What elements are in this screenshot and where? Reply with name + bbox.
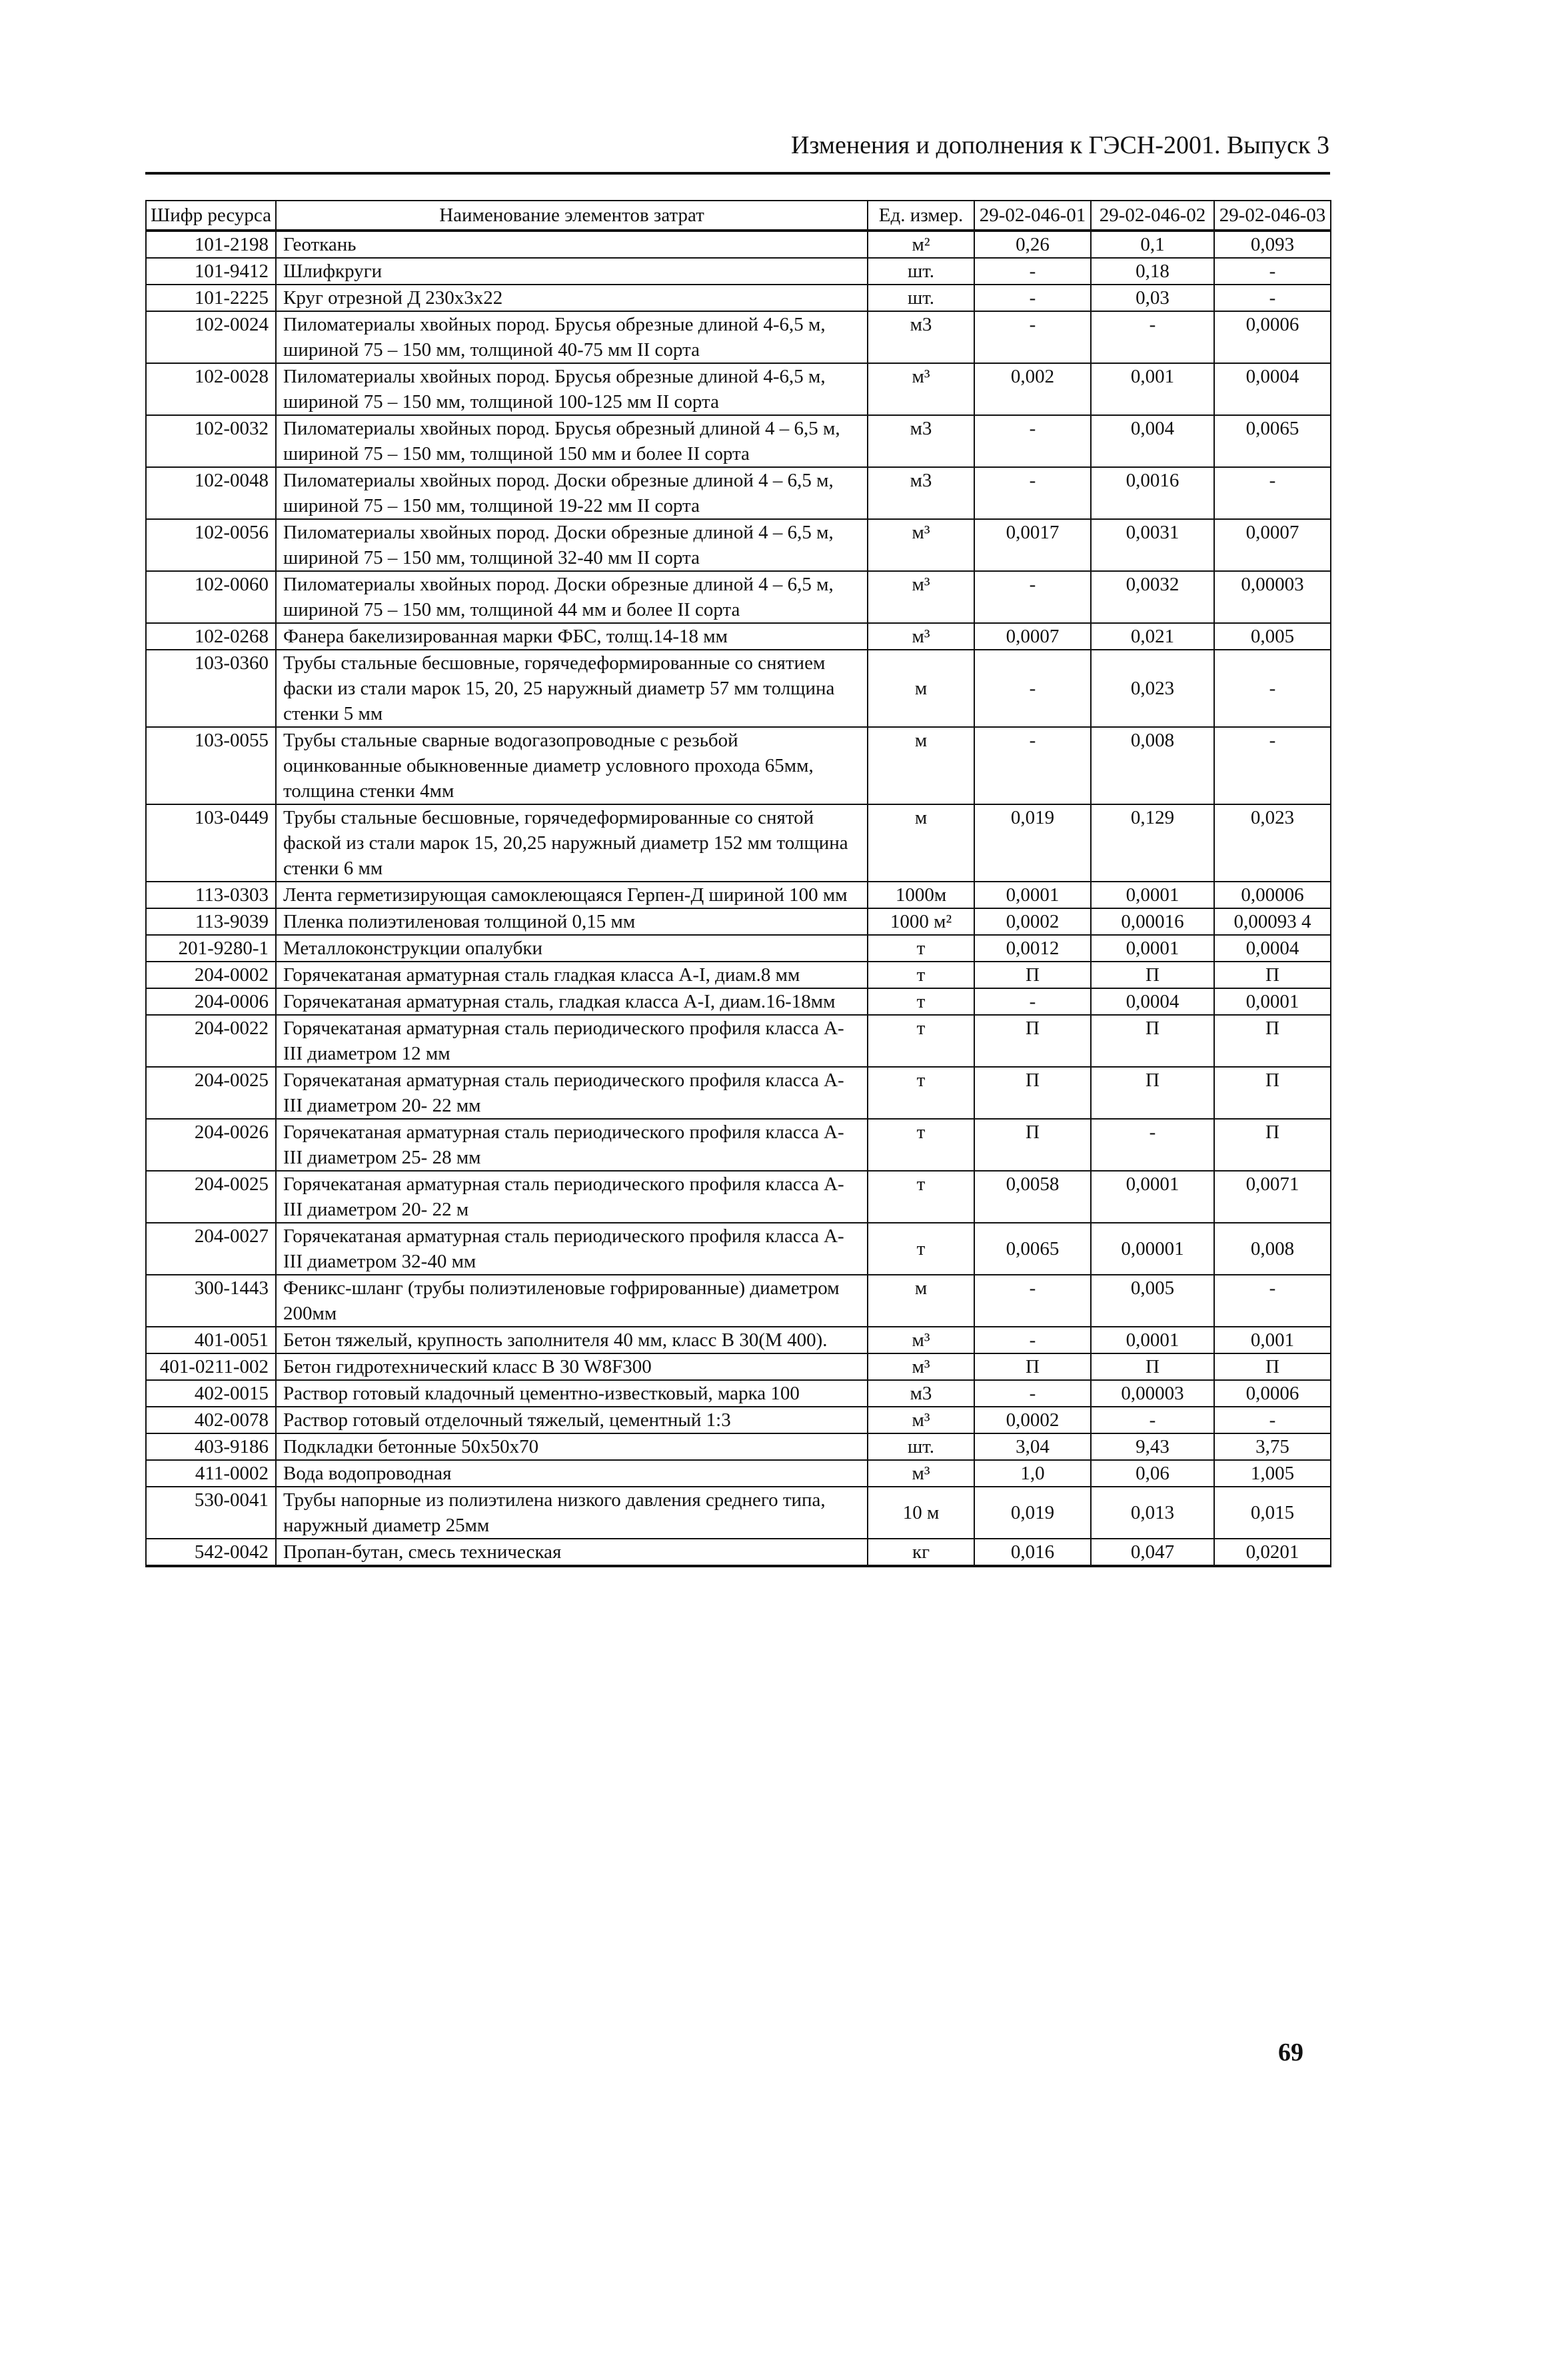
value-cell-col2: 0,18 xyxy=(1091,258,1214,285)
unit-cell: шт. xyxy=(868,258,974,285)
resource-name-cell: Трубы стальные сварные водогазопроводные с резьбой оцинкованные обыкновенные диаметр условного прохода 65мм, толщина стенки 4мм xyxy=(276,727,868,804)
value-cell-col3: 3,75 xyxy=(1214,1433,1331,1460)
value-cell-col3: - xyxy=(1214,285,1331,311)
unit-cell: м³ xyxy=(868,363,974,415)
resource-name-cell: Горячекатаная арматурная сталь периодического профиля класса А-III диаметром 20- 22 м xyxy=(276,1171,868,1223)
unit-cell: м³ xyxy=(868,519,974,571)
resource-code-cell: 102-0060 xyxy=(146,571,276,623)
value-cell-col3: 0,093 xyxy=(1214,231,1331,258)
unit-cell: м3 xyxy=(868,1380,974,1407)
value-cell-col1: - xyxy=(974,1275,1091,1327)
value-cell-col2: 0,0001 xyxy=(1091,1171,1214,1223)
column-header-code: Шифр ресурса xyxy=(146,201,276,231)
resource-name-cell: Трубы напорные из полиэтилена низкого давления среднего типа, наружный диаметр 25мм xyxy=(276,1487,868,1539)
document-header-title: Изменения и дополнения к ГЭСН-2001. Выпуск 3 xyxy=(790,131,1329,159)
value-cell-col2: 0,1 xyxy=(1091,231,1214,258)
resource-name-cell: Трубы стальные бесшовные, горячедеформированные со снятой фаской из стали марок 15, 20,25 наружный диаметр 152 мм толщина стенки 6 мм xyxy=(276,804,868,882)
value-cell-col2: 0,004 xyxy=(1091,415,1214,467)
value-cell-col1: 0,0007 xyxy=(974,623,1091,650)
unit-cell: м xyxy=(868,650,974,727)
value-cell-col3: 0,0006 xyxy=(1214,311,1331,363)
resource-code-cell: 101-9412 xyxy=(146,258,276,285)
resource-name-cell: Шлифкруги xyxy=(276,258,868,285)
value-cell-col3: - xyxy=(1214,1275,1331,1327)
resource-code-cell: 204-0022 xyxy=(146,1015,276,1067)
resource-name-cell: Раствор готовый отделочный тяжелый, цементный 1:3 xyxy=(276,1407,868,1433)
value-cell-col2: 0,0031 xyxy=(1091,519,1214,571)
table-row xyxy=(146,882,1331,908)
resource-name-cell: Пиломатериалы хвойных пород. Брусья обрезные длиной 4-6,5 м, шириной 75 – 150 мм, толщиной 100-125 мм II сорта xyxy=(276,363,868,415)
unit-cell: м3 xyxy=(868,311,974,363)
resource-code-cell: 113-0303 xyxy=(146,882,276,908)
unit-cell: кг xyxy=(868,1539,974,1566)
value-cell-col2: 0,021 xyxy=(1091,623,1214,650)
column-header-unit: Ед. измер. xyxy=(868,201,974,231)
resource-code-cell: 401-0051 xyxy=(146,1327,276,1353)
table-body xyxy=(146,231,1331,1566)
unit-cell: м³ xyxy=(868,571,974,623)
value-cell-col3: - xyxy=(1214,727,1331,804)
table-row xyxy=(146,571,1331,623)
table-row xyxy=(146,519,1331,571)
resource-code-cell: 101-2225 xyxy=(146,285,276,311)
resource-name-cell: Горячекатаная арматурная сталь периодического профиля класса А-III диаметром 20- 22 мм xyxy=(276,1067,868,1119)
resource-name-cell: Горячекатаная арматурная сталь периодического профиля класса А-III диаметром 25- 28 мм xyxy=(276,1119,868,1171)
table-header-row xyxy=(146,201,1331,231)
resource-name-cell: Металлоконструкции опалубки xyxy=(276,935,868,962)
resource-code-cell: 102-0048 xyxy=(146,467,276,519)
value-cell-col3: 0,023 xyxy=(1214,804,1331,882)
unit-cell: 1000 м² xyxy=(868,908,974,935)
value-cell-col3: 0,0001 xyxy=(1214,988,1331,1015)
value-cell-col3: 0,00003 xyxy=(1214,571,1331,623)
value-cell-col1: - xyxy=(974,415,1091,467)
value-cell-col2: 9,43 xyxy=(1091,1433,1214,1460)
resource-name-cell: Лента герметизирующая самоклеющаяся Герпен-Д шириной 100 мм xyxy=(276,882,868,908)
value-cell-col1: П xyxy=(974,1353,1091,1380)
value-cell-col2: П xyxy=(1091,1067,1214,1119)
value-cell-col1: П xyxy=(974,1119,1091,1171)
resource-code-cell: 102-0024 xyxy=(146,311,276,363)
value-cell-col1: 3,04 xyxy=(974,1433,1091,1460)
column-header-col2: 29-02-046-02 xyxy=(1091,201,1214,231)
unit-cell: т xyxy=(868,1223,974,1275)
unit-cell: м3 xyxy=(868,467,974,519)
value-cell-col1: П xyxy=(974,1015,1091,1067)
resource-name-cell: Пропан-бутан, смесь техническая xyxy=(276,1539,868,1566)
value-cell-col3: 1,005 xyxy=(1214,1460,1331,1487)
table-row xyxy=(146,1119,1331,1171)
table-row xyxy=(146,1275,1331,1327)
value-cell-col1: 0,0017 xyxy=(974,519,1091,571)
unit-cell: м³ xyxy=(868,1460,974,1487)
value-cell-col2: П xyxy=(1091,1015,1214,1067)
resource-code-cell: 102-0056 xyxy=(146,519,276,571)
value-cell-col2: 0,0001 xyxy=(1091,882,1214,908)
table-row xyxy=(146,650,1331,727)
value-cell-col3: 0,00006 xyxy=(1214,882,1331,908)
value-cell-col1: - xyxy=(974,988,1091,1015)
resource-code-cell: 530-0041 xyxy=(146,1487,276,1539)
unit-cell: т xyxy=(868,935,974,962)
unit-cell: 10 м xyxy=(868,1487,974,1539)
table-row xyxy=(146,623,1331,650)
unit-cell: т xyxy=(868,1171,974,1223)
table-row xyxy=(146,285,1331,311)
resource-code-cell: 103-0360 xyxy=(146,650,276,727)
page-number: 69 xyxy=(1278,2038,1303,2066)
unit-cell: т xyxy=(868,962,974,988)
resource-code-cell: 411-0002 xyxy=(146,1460,276,1487)
resource-code-cell: 403-9186 xyxy=(146,1433,276,1460)
value-cell-col3: П xyxy=(1214,1015,1331,1067)
resource-name-cell: Бетон гидротехнический класс В 30 W8F300 xyxy=(276,1353,868,1380)
value-cell-col1: П xyxy=(974,1067,1091,1119)
unit-cell: м³ xyxy=(868,1407,974,1433)
table-row xyxy=(146,1353,1331,1380)
value-cell-col1: - xyxy=(974,467,1091,519)
table-row xyxy=(146,727,1331,804)
value-cell-col2: - xyxy=(1091,311,1214,363)
resource-code-cell: 402-0015 xyxy=(146,1380,276,1407)
resource-code-cell: 204-0002 xyxy=(146,962,276,988)
value-cell-col3: 0,00093 4 xyxy=(1214,908,1331,935)
header-rule xyxy=(145,172,1330,175)
unit-cell: шт. xyxy=(868,1433,974,1460)
resource-name-cell: Пиломатериалы хвойных пород. Доски обрезные длиной 4 – 6,5 м, шириной 75 – 150 мм, толщиной 32-40 мм II сорта xyxy=(276,519,868,571)
table-row xyxy=(146,363,1331,415)
resource-code-cell: 300-1443 xyxy=(146,1275,276,1327)
resource-name-cell: Горячекатаная арматурная сталь периодического профиля класса А-III диаметром 32-40 мм xyxy=(276,1223,868,1275)
table-row xyxy=(146,1460,1331,1487)
unit-cell: т xyxy=(868,988,974,1015)
value-cell-col1: 0,019 xyxy=(974,1487,1091,1539)
value-cell-col1: - xyxy=(974,1380,1091,1407)
table-row xyxy=(146,935,1331,962)
resource-code-cell: 101-2198 xyxy=(146,231,276,258)
table-row xyxy=(146,1380,1331,1407)
resource-code-cell: 102-0032 xyxy=(146,415,276,467)
value-cell-col2: 0,013 xyxy=(1091,1487,1214,1539)
value-cell-col1: 0,0002 xyxy=(974,908,1091,935)
value-cell-col2: 0,0032 xyxy=(1091,571,1214,623)
resource-code-cell: 204-0026 xyxy=(146,1119,276,1171)
value-cell-col3: 0,0004 xyxy=(1214,935,1331,962)
resources-table xyxy=(145,200,1331,1567)
value-cell-col1: 0,26 xyxy=(974,231,1091,258)
resource-name-cell: Трубы стальные бесшовные, горячедеформированные со снятием фаски из стали марок 15, 20, 25 наружный диаметр 57 мм толщина стенки 5 мм xyxy=(276,650,868,727)
value-cell-col3: 0,001 xyxy=(1214,1327,1331,1353)
value-cell-col2: П xyxy=(1091,1353,1214,1380)
table-row xyxy=(146,1171,1331,1223)
value-cell-col1: 0,0058 xyxy=(974,1171,1091,1223)
table-row xyxy=(146,311,1331,363)
resource-name-cell: Раствор готовый кладочный цементно-известковый, марка 100 xyxy=(276,1380,868,1407)
unit-cell: м² xyxy=(868,231,974,258)
value-cell-col3: П xyxy=(1214,962,1331,988)
value-cell-col2: 0,00003 xyxy=(1091,1380,1214,1407)
resource-name-cell: Фанера бакелизированная марки ФБС, толщ.14-18 мм xyxy=(276,623,868,650)
resource-code-cell: 204-0025 xyxy=(146,1171,276,1223)
value-cell-col2: 0,001 xyxy=(1091,363,1214,415)
unit-cell: м xyxy=(868,804,974,882)
column-header-col3: 29-02-046-03 xyxy=(1214,201,1331,231)
value-cell-col1: 0,002 xyxy=(974,363,1091,415)
value-cell-col3: 0,0007 xyxy=(1214,519,1331,571)
resource-name-cell: Горячекатаная арматурная сталь гладкая класса А-I, диам.8 мм xyxy=(276,962,868,988)
unit-cell: м³ xyxy=(868,1353,974,1380)
value-cell-col1: - xyxy=(974,1327,1091,1353)
value-cell-col1: 1,0 xyxy=(974,1460,1091,1487)
table-row xyxy=(146,1407,1331,1433)
value-cell-col3: П xyxy=(1214,1067,1331,1119)
value-cell-col3: 0,008 xyxy=(1214,1223,1331,1275)
value-cell-col1: - xyxy=(974,650,1091,727)
table-row xyxy=(146,467,1331,519)
resource-name-cell: Феникс-шланг (трубы полиэтиленовые гофрированные) диаметром 200мм xyxy=(276,1275,868,1327)
resource-code-cell: 204-0025 xyxy=(146,1067,276,1119)
resource-name-cell: Горячекатаная арматурная сталь периодического профиля класса А-III диаметром 12 мм xyxy=(276,1015,868,1067)
table-row xyxy=(146,1067,1331,1119)
resource-name-cell: Бетон тяжелый, крупность заполнителя 40 мм, класс В 30(М 400). xyxy=(276,1327,868,1353)
table-row xyxy=(146,231,1331,258)
table-row xyxy=(146,1487,1331,1539)
value-cell-col2: 0,00016 xyxy=(1091,908,1214,935)
resource-name-cell: Пленка полиэтиленовая толщиной 0,15 мм xyxy=(276,908,868,935)
value-cell-col3: 0,0201 xyxy=(1214,1539,1331,1566)
value-cell-col1: 0,0012 xyxy=(974,935,1091,962)
resource-name-cell: Пиломатериалы хвойных пород. Брусья обрезные длиной 4-6,5 м, шириной 75 – 150 мм, толщиной 40-75 мм II сорта xyxy=(276,311,868,363)
table-row xyxy=(146,962,1331,988)
value-cell-col2: 0,0001 xyxy=(1091,1327,1214,1353)
resource-name-cell: Горячекатаная арматурная сталь, гладкая класса А-I, диам.16-18мм xyxy=(276,988,868,1015)
value-cell-col1: 0,019 xyxy=(974,804,1091,882)
resource-code-cell: 401-0211-002 xyxy=(146,1353,276,1380)
value-cell-col2: П xyxy=(1091,962,1214,988)
value-cell-col2: - xyxy=(1091,1119,1214,1171)
resource-code-cell: 204-0006 xyxy=(146,988,276,1015)
value-cell-col3: 0,0004 xyxy=(1214,363,1331,415)
resource-code-cell: 102-0028 xyxy=(146,363,276,415)
value-cell-col2: - xyxy=(1091,1407,1214,1433)
value-cell-col3: 0,0071 xyxy=(1214,1171,1331,1223)
value-cell-col1: 0,0065 xyxy=(974,1223,1091,1275)
value-cell-col3: - xyxy=(1214,258,1331,285)
value-cell-col1: 0,016 xyxy=(974,1539,1091,1566)
resource-name-cell: Пиломатериалы хвойных пород. Доски обрезные длиной 4 – 6,5 м, шириной 75 – 150 мм, толщиной 19-22 мм II сорта xyxy=(276,467,868,519)
value-cell-col2: 0,06 xyxy=(1091,1460,1214,1487)
unit-cell: т xyxy=(868,1119,974,1171)
resource-code-cell: 102-0268 xyxy=(146,623,276,650)
value-cell-col3: 0,0006 xyxy=(1214,1380,1331,1407)
unit-cell: м³ xyxy=(868,623,974,650)
table-row xyxy=(146,1223,1331,1275)
unit-cell: шт. xyxy=(868,285,974,311)
value-cell-col2: 0,005 xyxy=(1091,1275,1214,1327)
value-cell-col3: - xyxy=(1214,467,1331,519)
resource-code-cell: 113-9039 xyxy=(146,908,276,935)
value-cell-col2: 0,0004 xyxy=(1091,988,1214,1015)
resource-code-cell: 103-0449 xyxy=(146,804,276,882)
table-row xyxy=(146,908,1331,935)
value-cell-col1: - xyxy=(974,311,1091,363)
unit-cell: 1000м xyxy=(868,882,974,908)
value-cell-col3: 0,015 xyxy=(1214,1487,1331,1539)
resource-code-cell: 204-0027 xyxy=(146,1223,276,1275)
column-header-col1: 29-02-046-01 xyxy=(974,201,1091,231)
resource-code-cell: 201-9280-1 xyxy=(146,935,276,962)
table-row xyxy=(146,1327,1331,1353)
value-cell-col3: П xyxy=(1214,1353,1331,1380)
table-row xyxy=(146,1015,1331,1067)
value-cell-col2: 0,023 xyxy=(1091,650,1214,727)
value-cell-col1: 0,0001 xyxy=(974,882,1091,908)
unit-cell: м xyxy=(868,1275,974,1327)
unit-cell: т xyxy=(868,1015,974,1067)
value-cell-col2: 0,0016 xyxy=(1091,467,1214,519)
table-row xyxy=(146,1433,1331,1460)
value-cell-col2: 0,047 xyxy=(1091,1539,1214,1566)
unit-cell: м³ xyxy=(868,1327,974,1353)
resource-name-cell: Геоткань xyxy=(276,231,868,258)
resource-name-cell: Пиломатериалы хвойных пород. Доски обрезные длиной 4 – 6,5 м, шириной 75 – 150 мм, толщиной 44 мм и более II сорта xyxy=(276,571,868,623)
value-cell-col1: - xyxy=(974,258,1091,285)
resource-code-cell: 402-0078 xyxy=(146,1407,276,1433)
resource-name-cell: Круг отрезной Д 230х3х22 xyxy=(276,285,868,311)
value-cell-col2: 0,03 xyxy=(1091,285,1214,311)
unit-cell: м xyxy=(868,727,974,804)
resource-code-cell: 103-0055 xyxy=(146,727,276,804)
column-header-name: Наименование элементов затрат xyxy=(276,201,868,231)
table-row xyxy=(146,258,1331,285)
unit-cell: м3 xyxy=(868,415,974,467)
value-cell-col3: - xyxy=(1214,650,1331,727)
value-cell-col2: 0,00001 xyxy=(1091,1223,1214,1275)
value-cell-col2: 0,0001 xyxy=(1091,935,1214,962)
value-cell-col3: П xyxy=(1214,1119,1331,1171)
value-cell-col1: 0,0002 xyxy=(974,1407,1091,1433)
table-row xyxy=(146,988,1331,1015)
resource-name-cell: Подкладки бетонные 50х50х70 xyxy=(276,1433,868,1460)
value-cell-col2: 0,008 xyxy=(1091,727,1214,804)
value-cell-col1: П xyxy=(974,962,1091,988)
resource-code-cell: 542-0042 xyxy=(146,1539,276,1566)
value-cell-col1: - xyxy=(974,571,1091,623)
unit-cell: т xyxy=(868,1067,974,1119)
resource-name-cell: Вода водопроводная xyxy=(276,1460,868,1487)
value-cell-col3: - xyxy=(1214,1407,1331,1433)
value-cell-col1: - xyxy=(974,727,1091,804)
value-cell-col2: 0,129 xyxy=(1091,804,1214,882)
value-cell-col3: 0,0065 xyxy=(1214,415,1331,467)
table-row xyxy=(146,415,1331,467)
resource-name-cell: Пиломатериалы хвойных пород. Брусья обрезный длиной 4 – 6,5 м, шириной 75 – 150 мм, толщиной 150 мм и более II сорта xyxy=(276,415,868,467)
value-cell-col1: - xyxy=(974,285,1091,311)
table-row xyxy=(146,804,1331,882)
table-row xyxy=(146,1539,1331,1566)
value-cell-col3: 0,005 xyxy=(1214,623,1331,650)
